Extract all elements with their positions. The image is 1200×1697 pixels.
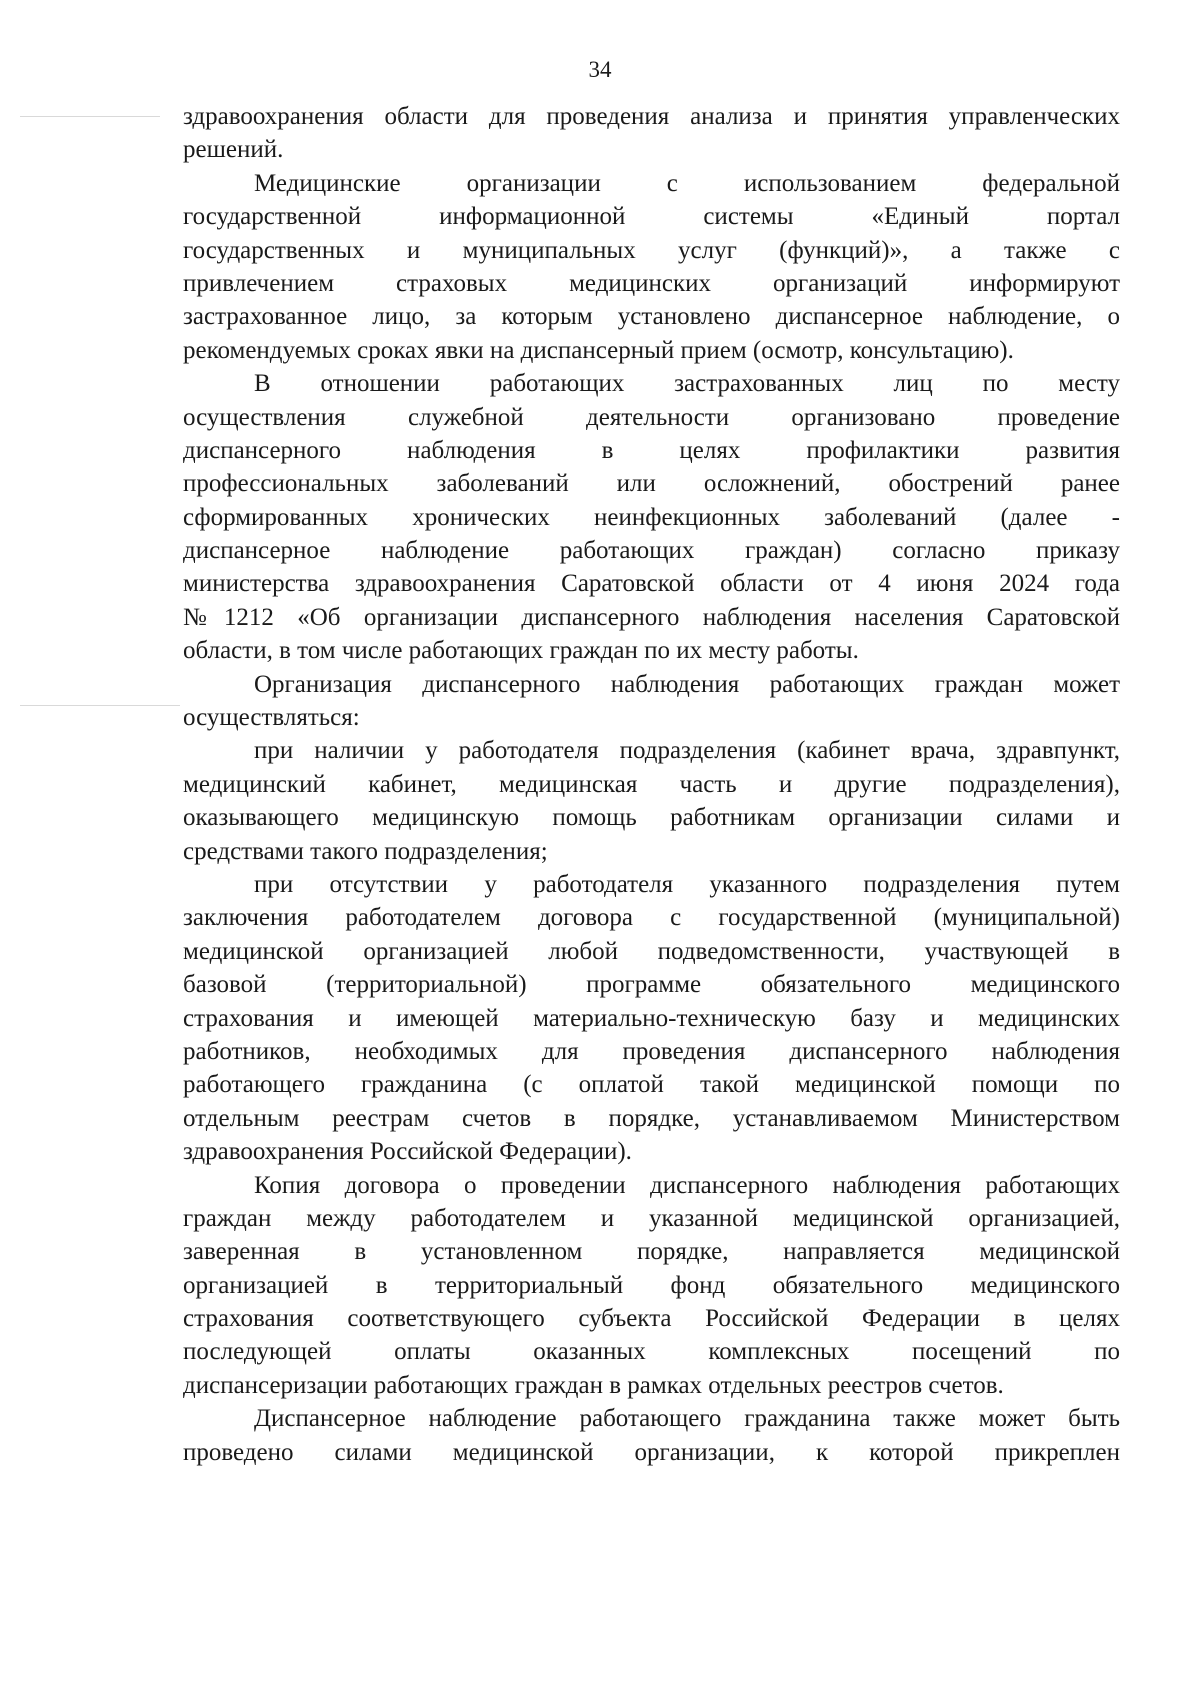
text-line: средствами такого подразделения; xyxy=(183,837,548,865)
text-line: сформированных хронических неинфекционных заболеваний (далее - xyxy=(183,503,1120,531)
paragraph xyxy=(183,167,1120,367)
text-line: №1212 «Об организации диспансерного наблюдения населения Саратовской xyxy=(183,603,1120,631)
paragraph xyxy=(183,367,1120,668)
text-line: базовой (территориальной) программе обязательного медицинского xyxy=(183,971,1120,999)
paragraph xyxy=(183,100,1120,167)
text-line: диспансерного наблюдения в целях профилактики развития xyxy=(183,436,1120,464)
text-line: Копия договора о проведении диспансерного наблюдения работающих xyxy=(254,1171,1120,1199)
text-line: диспансеризации работающих граждан в рамках отдельных реестров счетов. xyxy=(183,1371,1004,1399)
text-line: работающего гражданина (с оплатой такой медицинской помощи по xyxy=(183,1071,1120,1099)
paragraph xyxy=(183,1402,1120,1469)
text-line: при наличии у работодателя подразделения (кабинет врача, здравпункт, xyxy=(254,737,1120,765)
text-line: привлечением страховых медицинских организаций информируют xyxy=(183,269,1120,297)
text-line: профессиональных заболеваний или осложнений, обострений ранее xyxy=(183,470,1120,498)
text-line: проведено силами медицинской организации, к которой прикреплен xyxy=(183,1438,1120,1466)
scan-edge-mark xyxy=(20,705,180,706)
list-item xyxy=(183,734,1120,868)
text-line: министерства здравоохранения Саратовской области от 4 июня 2024 года xyxy=(183,570,1120,598)
text-line: Медицинские организации с использованием федеральной xyxy=(254,169,1120,197)
text-line: страхования соответствующего субъекта Российской Федерации в целях xyxy=(183,1305,1120,1333)
page-number: 34 xyxy=(588,57,612,82)
text-line: Диспансерное наблюдение работающего гражданина также может быть xyxy=(254,1405,1120,1433)
text-line: осуществляться: xyxy=(183,704,360,732)
text-line: здравоохранения Российской Федерации). xyxy=(183,1138,632,1166)
text-line: заверенная в установленном порядке, направляется медицинской xyxy=(183,1238,1120,1266)
text-line: заключения работодателем договора с государственной (муниципальной) xyxy=(183,904,1120,932)
text-line: осуществления служебной деятельности организовано проведение xyxy=(183,403,1120,431)
text-line: В отношении работающих застрахованных лиц по месту xyxy=(254,370,1120,398)
text-line: диспансерное наблюдение работающих граждан) согласно приказу xyxy=(183,537,1120,565)
paragraph xyxy=(183,668,1120,735)
text-line: государственных и муниципальных услуг (функций)», а также с xyxy=(183,236,1120,264)
list-item xyxy=(183,868,1120,1169)
text-line: решений. xyxy=(183,136,284,164)
text-line: государственной информационной системы «Единый портал xyxy=(183,203,1120,231)
text-line: медицинской организацией любой подведомственности, участвующей в xyxy=(183,937,1120,965)
text-line: отдельным реестрам счетов в порядке, устанавливаемом Министерством xyxy=(183,1104,1120,1132)
text-line: рекомендуемых сроках явки на диспансерный прием (осмотр, консультацию). xyxy=(183,336,1014,364)
text-line: работников, необходимых для проведения диспансерного наблюдения xyxy=(183,1037,1120,1065)
text-line: страхования и имеющей материально-техническую базу и медицинских xyxy=(183,1004,1120,1032)
text-line: Организация диспансерного наблюдения работающих граждан может xyxy=(254,670,1120,698)
text-line: организацией в территориальный фонд обязательного медицинского xyxy=(183,1271,1120,1299)
text-line: застрахованное лицо, за которым установлено диспансерное наблюдение, о xyxy=(183,303,1120,331)
text-line: последующей оплаты оказанных комплексных посещений по xyxy=(183,1338,1120,1366)
paragraph xyxy=(183,1169,1120,1403)
text-line: при отсутствии у работодателя указанного подразделения путем xyxy=(254,870,1120,898)
document-body xyxy=(183,100,1120,1469)
text-line: области, в том числе работающих граждан по их месту работы. xyxy=(183,637,859,665)
text-line: медицинский кабинет, медицинская часть и другие подразделения), xyxy=(183,770,1120,798)
text-line: здравоохранения области для проведения анализа и принятия управленческих xyxy=(183,103,1120,130)
scan-edge-mark xyxy=(20,116,160,117)
text-line: оказывающего медицинскую помощь работникам организации силами и xyxy=(183,804,1120,832)
text-line: граждан между работодателем и указанной медицинской организацией, xyxy=(183,1204,1120,1232)
